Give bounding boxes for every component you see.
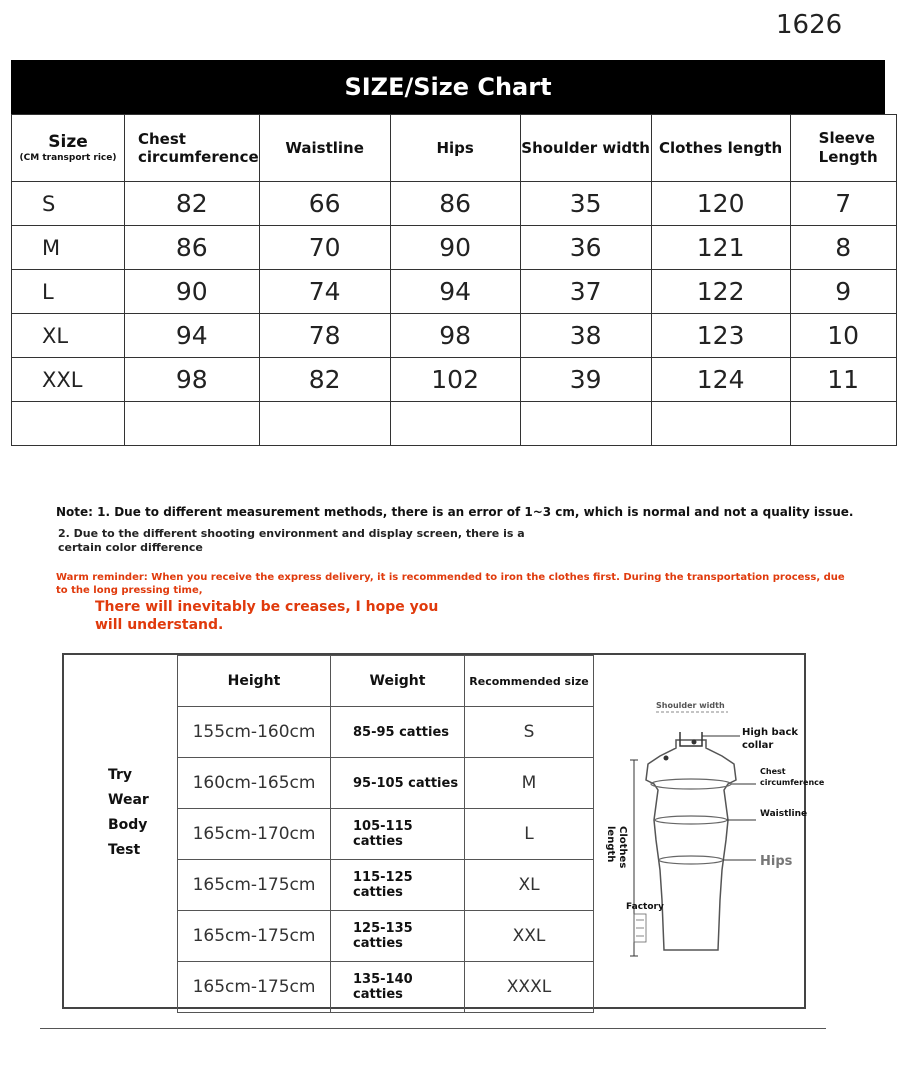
height-value: 165cm-170cm (178, 809, 331, 860)
size-chart-title: SIZE/Size Chart (11, 60, 885, 114)
header-sleeve-length: Sleeve Length (790, 115, 896, 182)
chest-value: 90 (125, 270, 260, 314)
header-size-note: (CM transport rice) (19, 152, 117, 163)
try-row (178, 809, 594, 860)
sleeve-value: 7 (790, 182, 896, 226)
size-row (12, 358, 897, 402)
length-value: 120 (651, 182, 790, 226)
label-chest-2: circumference (760, 778, 825, 787)
size-label: XL (12, 314, 125, 358)
height-value: 165cm-175cm (178, 962, 331, 1013)
recommended-size-value: L (465, 809, 594, 860)
waist-value: 78 (259, 314, 390, 358)
waist-value: 70 (259, 226, 390, 270)
label-factory: Factory (626, 902, 664, 912)
hips-value: 98 (390, 314, 520, 358)
note-color: 2. Due to the different shooting environment and display screen, there is a certain color difference (58, 527, 525, 554)
try-row (178, 911, 594, 962)
shoulder-value: 36 (520, 226, 651, 270)
chest-value: 94 (125, 314, 260, 358)
shoulder-value: 39 (520, 358, 651, 402)
shoulder-value: 38 (520, 314, 651, 358)
label-hips: Hips (760, 854, 793, 869)
recommended-size-value: XL (465, 860, 594, 911)
header-size: Size (48, 131, 88, 152)
header-waistline: Waistline (259, 115, 390, 182)
header-chest: Chest circumference (125, 115, 260, 182)
shoulder-value: 35 (520, 182, 651, 226)
try-row (178, 758, 594, 809)
weight-value: 125-135 catties (331, 911, 465, 962)
weight-value: 135-140 catties (331, 962, 465, 1013)
size-row (12, 182, 897, 226)
height-value: 165cm-175cm (178, 911, 331, 962)
waist-value: 66 (259, 182, 390, 226)
weight-value: 105-115 catties (331, 809, 465, 860)
label-clothes-length-2: length (605, 826, 616, 863)
size-row-empty (12, 402, 897, 446)
size-row (12, 226, 897, 270)
sleeve-value: 9 (790, 270, 896, 314)
chest-value: 98 (125, 358, 260, 402)
dress-measurement-diagram (598, 700, 828, 970)
shoulder-value: 37 (520, 270, 651, 314)
size-label: XXL (12, 358, 125, 402)
hips-value: 94 (390, 270, 520, 314)
header-hips: Hips (390, 115, 520, 182)
label-chest-1: Chest (760, 767, 786, 776)
label-waistline: Waistline (760, 809, 808, 819)
weight-value: 95-105 catties (331, 758, 465, 809)
height-value: 160cm-165cm (178, 758, 331, 809)
header-size-cell (12, 115, 125, 182)
chest-value: 86 (125, 226, 260, 270)
recommended-size-value: S (465, 707, 594, 758)
try-row (178, 860, 594, 911)
chest-value: 82 (125, 182, 260, 226)
waist-value: 82 (259, 358, 390, 402)
header-weight: Weight (331, 656, 465, 707)
header-height: Height (178, 656, 331, 707)
size-row (12, 270, 897, 314)
height-value: 165cm-175cm (178, 860, 331, 911)
product-code: 1626 (776, 10, 843, 40)
sleeve-value: 10 (790, 314, 896, 358)
length-value: 123 (651, 314, 790, 358)
try-header-row (178, 656, 594, 707)
hips-value: 90 (390, 226, 520, 270)
header-recommended-size: Recommended size (465, 656, 594, 707)
size-chart-header-row (12, 115, 897, 182)
label-high-back-1: High back (742, 727, 799, 738)
creases-note: There will inevitably be creases, I hope you will understand. (95, 599, 439, 633)
warm-reminder: Warm reminder: When you receive the express delivery, it is recommended to iron the clothes first. During the transportation process, due to the long pressing time, (56, 572, 845, 596)
hips-value: 86 (390, 182, 520, 226)
height-value: 155cm-160cm (178, 707, 331, 758)
size-label: M (12, 226, 125, 270)
dress-illustration (598, 700, 828, 970)
label-shoulder-width: Shoulder width (656, 701, 725, 710)
try-wear-table (177, 655, 594, 1013)
weight-value: 85-95 catties (331, 707, 465, 758)
try-row (178, 707, 594, 758)
try-wear-label: Try Wear Body Test (108, 767, 149, 858)
length-value: 122 (651, 270, 790, 314)
sleeve-value: 11 (790, 358, 896, 402)
bottom-divider (40, 1028, 826, 1029)
header-shoulder-width: Shoulder width (520, 115, 651, 182)
waist-value: 74 (259, 270, 390, 314)
length-value: 121 (651, 226, 790, 270)
header-clothes-length: Clothes length (651, 115, 790, 182)
label-high-back-2: collar (742, 740, 774, 751)
size-chart-table (11, 114, 897, 446)
note-measurement: Note: 1. Due to different measurement methods, there is an error of 1~3 cm, which is normal and not a quality issue. (56, 505, 854, 519)
recommended-size-value: XXXL (465, 962, 594, 1013)
size-label: S (12, 182, 125, 226)
recommended-size-value: M (465, 758, 594, 809)
try-row (178, 962, 594, 1013)
recommended-size-value: XXL (465, 911, 594, 962)
sleeve-value: 8 (790, 226, 896, 270)
hips-value: 102 (390, 358, 520, 402)
size-label: L (12, 270, 125, 314)
label-clothes-length-1: Clothes (617, 826, 628, 869)
size-row (12, 314, 897, 358)
weight-value: 115-125 catties (331, 860, 465, 911)
length-value: 124 (651, 358, 790, 402)
